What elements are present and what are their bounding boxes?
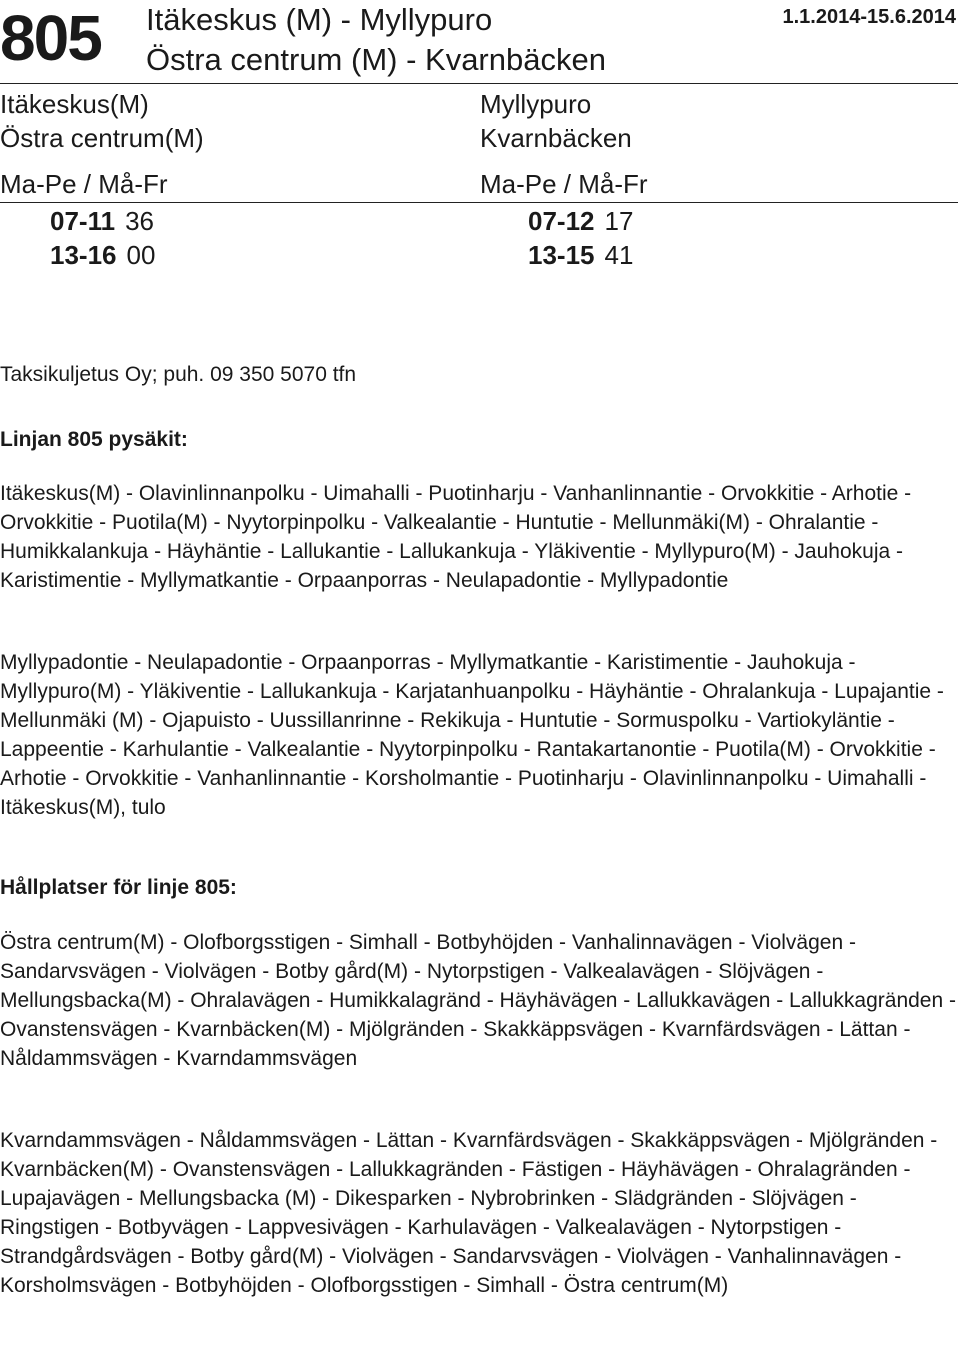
route-title-swedish: Östra centrum (M) - Kvarnbäcken: [146, 42, 606, 77]
route-number: 805: [0, 2, 101, 74]
timetable-row: [528, 238, 633, 272]
days-label-col1: Ma-Pe / Må-Fr: [0, 169, 168, 199]
stops-heading-finnish: Linjan 805 pysäkit:: [0, 428, 188, 451]
hour-range: 07-11: [50, 206, 116, 236]
stops-list-inbound-finnish: Myllypadontie - Neulapadontie - Orpaanporras - Myllymatkantie - Karistimentie - Jauhokuja - Myllypuro(M) - Yläkiventie - Lallukankuja - Karjatanhuanpolku - Häyhäntie - Ohralankuja - Lupajantie - Mellunmäki (M) - Ojapuisto - Uussillanrinne - Rekikuja - Huntutie - Sormuspolku - Vartiokyläntie - Lappeentie - Karhulantie - Valkealantie - Nyytorpinpolku - Rantakartanontie - Puotila(M) - Orvokkitie - Arhotie - Orvokkitie - Vanhanlinnantie - Korsholmantie - Puotinharju - Olavinlinnanpolku - Uimahalli - Itäkeskus(M), tulo: [0, 651, 944, 819]
timetable-row: [50, 238, 155, 272]
days-divider: [0, 202, 958, 203]
header-divider: [0, 83, 958, 84]
validity-period: 1.1.2014-15.6.2014: [782, 6, 956, 28]
operator-contact: Taksikuljetus Oy; puh. 09 350 5070 tfn: [0, 363, 357, 386]
stops-list-inbound-swedish: Kvarndammsvägen - Nåldammsvägen - Lättan - Kvarnfärdsvägen - Skakkäppsvägen - Mjölgränden - Kvarnbäcken(M) - Ovanstensvägen - Lallukkagränden - Fästigen - Häyhävägen - Ohralagränden - Lupajavägen - Mellungsbacka (M) - Dikesparken - Nybrobrinken - Slädgränden - Slöjvägen - Ringstigen - Botbyvägen - Lappvesivägen - Karhulavägen - Valkealavägen - Nytorpstigen - Strandgårdsvägen - Botby gård(M) - Violvägen - Sandarvsvägen - Violvägen - Vanhalinnavägen - Korsholmsvägen - Botbyhöjden - Olofborgsstigen - Simhall - Östra centrum(M): [0, 1129, 938, 1297]
departure-minutes: 41: [604, 240, 634, 270]
origin-swedish-col1: Östra centrum(M): [0, 123, 204, 153]
hour-range: 13-15: [528, 240, 595, 270]
hour-range: 13-16: [50, 240, 117, 270]
origin-finnish-col2: Myllypuro: [480, 89, 592, 119]
origin-finnish-col1: Itäkeskus(M): [0, 89, 149, 119]
departure-minutes: 36: [125, 206, 154, 236]
origin-swedish-col2: Kvarnbäcken: [480, 123, 632, 153]
days-label-col2: Ma-Pe / Må-Fr: [480, 169, 648, 199]
stops-heading-swedish: Hållplatser för linje 805:: [0, 876, 237, 899]
stops-list-outbound-swedish: Östra centrum(M) - Olofborgsstigen - Simhall - Botbyhöjden - Vanhalinnavägen - Violvägen - Sandarvsvägen - Violvägen - Botby gård(M) - Nytorpstigen - Valkealavägen - Slöjvägen - Mellungsbacka(M) - Ohralavägen - Humikkalagränd - Häyhävägen - Lallukkavägen - Lallukkagränden - Ovanstensvägen - Kvarnbäcken(M) - Mjölgränden - Skakkäppsvägen - Kvarnfärdsvägen - Lättan - Nåldammsvägen - Kvarndammsvägen: [0, 931, 956, 1070]
timetable-row: [50, 204, 154, 238]
departure-minutes: 00: [126, 240, 156, 270]
route-title-finnish: Itäkeskus (M) - Myllypuro: [146, 2, 493, 37]
hour-range: 07-12: [528, 206, 595, 236]
departure-minutes: 17: [604, 206, 634, 236]
timetable-row: [528, 204, 633, 238]
stops-list-outbound-finnish: Itäkeskus(M) - Olavinlinnanpolku - Uimahalli - Puotinharju - Vanhanlinnantie - Orvokkitie - Arhotie - Orvokkitie - Puotila(M) - Nyytorpinpolku - Valkealantie - Huntutie - Mellunmäki(M) - Ohralantie - Humikkalankuja - Häyhäntie - Lallukantie - Lallukankuja - Yläkiventie - Myllypuro(M) - Jauhokuja - Karistimentie - Myllymatkantie - Orpaanporras - Neulapadontie - Myllypadontie: [0, 482, 912, 592]
